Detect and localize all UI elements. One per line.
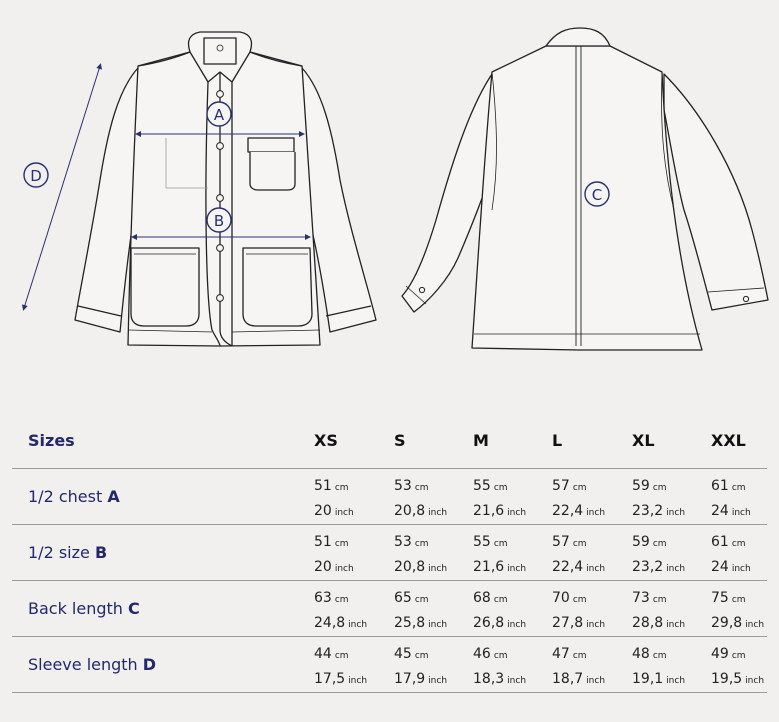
value-unit: cm [731,483,746,493]
value-unit: cm [414,595,429,605]
value-number: 61 [711,534,729,550]
value-number: 21,6 [473,503,505,519]
value-number: 22,4 [552,559,584,575]
value-inch [394,559,447,575]
value-inch [632,503,685,519]
value-number: 49 [711,646,729,662]
value-inch [473,615,526,631]
value-unit: inch [745,676,765,686]
value-unit: cm [493,539,508,549]
value-unit: inch [507,508,527,518]
value-inch [394,671,447,687]
svg-text:D: D [30,167,42,185]
measurement-letter: D [142,655,157,674]
value-number: 20,8 [394,503,426,519]
value-number: 26,8 [473,615,505,631]
value-inch [552,671,605,687]
value-number: 75 [711,590,729,606]
measurement-label [28,655,156,674]
value-number: 24 [711,559,729,575]
value-cm [632,478,667,494]
value-cm [552,534,587,550]
value-cm [632,646,667,662]
measurement-name: Back length [28,599,123,618]
measurement-letter: B [94,543,108,562]
value-unit: cm [414,483,429,493]
measurement-label [28,599,140,618]
value-number: 44 [314,646,332,662]
value-cm [473,646,508,662]
value-unit: inch [428,620,448,630]
value-inch [711,559,751,575]
value-unit: cm [652,539,667,549]
value-cm [711,646,746,662]
value-unit: inch [507,620,527,630]
value-number: 46 [473,646,491,662]
value-number: 63 [314,590,332,606]
value-number: 51 [314,534,332,550]
value-unit: inch [334,564,354,574]
value-number: 24 [711,503,729,519]
value-cm [394,646,429,662]
value-cm [473,534,508,550]
value-unit: cm [493,483,508,493]
measurement-letter: C [128,599,140,618]
marker-d [24,163,48,187]
value-number: 59 [632,478,650,494]
svg-text:A: A [213,106,225,124]
value-unit: cm [652,483,667,493]
value-unit: cm [334,595,349,605]
value-number: 23,2 [632,503,664,519]
value-cm [711,478,746,494]
value-inch [552,615,605,631]
size-header-xs: XS [314,431,338,450]
value-unit: cm [572,651,587,661]
marker-a [207,102,231,126]
measurement-name: 1/2 size [28,543,90,562]
value-unit: cm [572,483,587,493]
svg-text:C: C [591,186,603,204]
value-number: 57 [552,534,570,550]
jacket-back-view [402,28,768,350]
value-number: 27,8 [552,615,584,631]
value-unit: inch [731,508,751,518]
table-row [12,637,767,693]
size-header-xxl: XXL [711,431,746,450]
measurement-name: 1/2 chest [28,487,103,506]
value-cm [473,590,508,606]
value-number: 23,2 [632,559,664,575]
value-inch [632,615,685,631]
value-number: 45 [394,646,412,662]
value-cm [552,478,587,494]
value-unit: cm [652,595,667,605]
value-unit: cm [414,539,429,549]
svg-text:B: B [213,212,225,230]
value-cm [314,534,349,550]
value-inch [314,559,354,575]
value-cm [314,478,349,494]
value-unit: inch [666,508,686,518]
value-inch [473,671,526,687]
value-number: 25,8 [394,615,426,631]
value-number: 65 [394,590,412,606]
value-inch [473,559,526,575]
value-unit: cm [414,651,429,661]
size-header-xl: XL [632,431,655,450]
value-unit: cm [334,483,349,493]
value-cm [314,590,349,606]
value-cm [314,646,349,662]
value-number: 53 [394,478,412,494]
value-number: 55 [473,534,491,550]
value-cm [711,590,746,606]
value-inch [473,503,526,519]
value-inch [711,615,764,631]
value-unit: inch [586,676,606,686]
value-number: 20 [314,503,332,519]
value-unit: inch [348,676,368,686]
value-number: 51 [314,478,332,494]
jacket-front-view [75,32,376,346]
value-unit: inch [586,620,606,630]
value-inch [394,615,447,631]
value-unit: cm [493,651,508,661]
value-inch [552,503,605,519]
value-unit: inch [586,564,606,574]
size-header-s: S [394,431,406,450]
value-unit: inch [666,620,686,630]
value-unit: cm [731,539,746,549]
value-unit: inch [348,620,368,630]
value-inch [711,503,751,519]
table-row [12,469,767,525]
value-unit: inch [428,508,448,518]
value-inch [552,559,605,575]
value-inch [711,671,764,687]
value-unit: cm [493,595,508,605]
measurement-letter: A [107,487,120,506]
value-unit: inch [507,564,527,574]
measurement-name: Sleeve length [28,655,138,674]
value-unit: inch [428,564,448,574]
value-cm [711,534,746,550]
size-table-header [12,414,767,469]
value-number: 20,8 [394,559,426,575]
table-row [12,581,767,637]
value-unit: inch [731,564,751,574]
value-inch [314,615,367,631]
jacket-technical-drawing [0,0,779,360]
value-number: 55 [473,478,491,494]
size-header-m: M [473,431,489,450]
value-number: 29,8 [711,615,743,631]
value-number: 57 [552,478,570,494]
value-unit: inch [507,676,527,686]
value-unit: cm [652,651,667,661]
value-number: 48 [632,646,650,662]
value-cm [632,590,667,606]
value-cm [552,646,587,662]
value-unit: cm [572,539,587,549]
measurement-label [28,543,107,562]
value-number: 61 [711,478,729,494]
value-unit: inch [745,620,765,630]
value-unit: cm [334,651,349,661]
value-cm [394,534,429,550]
value-cm [552,590,587,606]
value-number: 18,7 [552,671,584,687]
value-unit: inch [666,564,686,574]
value-number: 21,6 [473,559,505,575]
value-inch [314,671,367,687]
value-inch [314,503,354,519]
value-unit: cm [572,595,587,605]
value-inch [394,503,447,519]
value-number: 17,5 [314,671,346,687]
value-inch [632,559,685,575]
value-number: 59 [632,534,650,550]
table-row [12,525,767,581]
value-unit: cm [334,539,349,549]
value-number: 20 [314,559,332,575]
value-cm [394,478,429,494]
measurement-label [28,487,120,506]
value-unit: inch [428,676,448,686]
marker-b [207,208,231,232]
value-cm [394,590,429,606]
value-number: 68 [473,590,491,606]
value-cm [632,534,667,550]
value-number: 24,8 [314,615,346,631]
value-number: 22,4 [552,503,584,519]
value-number: 18,3 [473,671,505,687]
value-unit: inch [666,676,686,686]
value-number: 19,1 [632,671,664,687]
value-number: 73 [632,590,650,606]
value-cm [473,478,508,494]
size-header-l: L [552,431,563,450]
value-number: 53 [394,534,412,550]
value-unit: inch [586,508,606,518]
value-inch [632,671,685,687]
value-number: 17,9 [394,671,426,687]
value-unit: cm [731,595,746,605]
value-number: 28,8 [632,615,664,631]
value-number: 19,5 [711,671,743,687]
value-unit: inch [334,508,354,518]
size-table [12,414,767,693]
value-unit: cm [731,651,746,661]
value-number: 47 [552,646,570,662]
value-number: 70 [552,590,570,606]
sizes-label: Sizes [28,431,75,450]
marker-c [585,182,609,206]
